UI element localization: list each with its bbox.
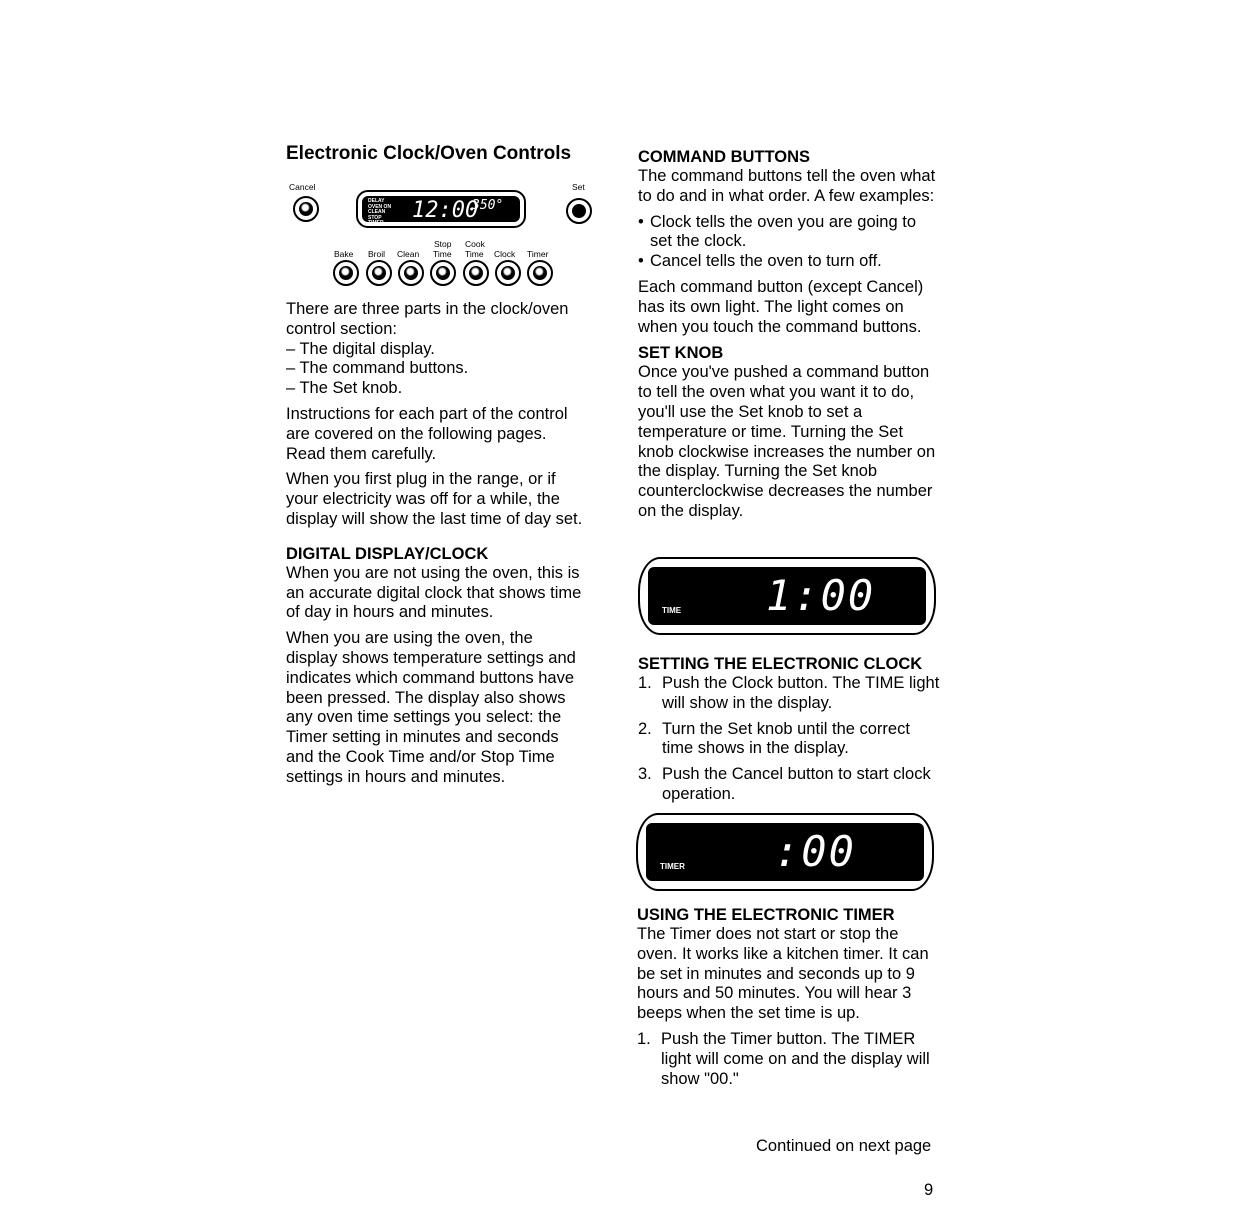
button-label-cook-time: Time: [465, 249, 484, 259]
stop-time-button-icon: [430, 260, 456, 286]
button-label-timer: Timer: [527, 249, 549, 259]
button-label-stop-time: Time: [433, 249, 452, 259]
clock-button-icon: [495, 260, 521, 286]
set-label: Set: [572, 182, 585, 192]
paragraph: Instructions for each part of the control are covered on the following pages. Read them carefully.: [286, 404, 568, 463]
continued-note: Continued on next page: [756, 1137, 932, 1155]
button-label-cook: Cook: [465, 239, 485, 249]
list-item: – The command buttons.: [286, 359, 469, 378]
paragraph: The command buttons tell the oven what to do and in what order. A few examples:: [638, 167, 936, 205]
using-timer-heading: USING THE ELECTRONIC TIMER: [637, 906, 895, 924]
set-knob-heading: SET KNOB: [638, 344, 724, 363]
set-knob-icon: [566, 198, 592, 224]
paragraph: When you first plug in the range, or if your electricity was off for a while, the display will show the last time of day set.: [286, 470, 583, 528]
paragraph: Once you've pushed a command button to tell the oven what you want it to do, you'll use the Set knob to set a temperature or time. Turning the Set knob clockwise increases the number on the display. Turning the Set knob counterclockwise decreases the number on the display.: [638, 363, 936, 520]
button-label-bake: Bake: [334, 249, 354, 259]
timer-indicator-label: TIMER: [660, 862, 685, 871]
list-item: – The Set knob.: [286, 379, 403, 398]
setting-clock-heading: SETTING THE ELECTRONIC CLOCK: [638, 655, 923, 673]
timer-display-illustration: [636, 813, 934, 891]
list-item: • Clock tells the oven you are going to set the clock.: [638, 212, 916, 251]
command-buttons-heading: COMMAND BUTTONS: [638, 148, 811, 166]
small-digital-display: [356, 190, 526, 228]
paragraph: Each command button (except Cancel) has its own light. The light comes on when you touch the command buttons.: [638, 277, 924, 336]
list-item: 2. Turn the Set knob until the correct time shows in the display.: [638, 719, 910, 758]
cook-time-button-icon: [463, 260, 489, 286]
right-column-top: [638, 147, 940, 528]
intro-text: There are three parts in the clock/oven control section:: [286, 300, 569, 338]
clock-section: [638, 654, 940, 811]
section-title: Electronic Clock/Oven Controls: [286, 143, 572, 164]
control-panel-diagram: [286, 180, 602, 290]
time-display-illustration: [638, 557, 936, 635]
left-body: [286, 300, 586, 794]
paragraph: When you are using the oven, the display shows temperature settings and indicates which command buttons have been pressed. The display also shows any oven time settings you select: the Timer setting in minutes and seconds and the Cook Time and/or Stop Time settings in hours and minutes.: [286, 629, 576, 786]
display-time: 12:00: [412, 198, 479, 223]
left-column: [286, 144, 586, 172]
list-item: 1. Push the Clock button. The TIME light will show in the display.: [638, 674, 940, 712]
button-label-clean: Clean: [397, 249, 420, 259]
parts-list: [286, 300, 586, 399]
page-number: 9: [924, 1181, 934, 1199]
timer-steps: [637, 1030, 939, 1089]
paragraph: When you are not using the oven, this is an accurate digital clock that shows time of day in hours and minutes.: [286, 563, 582, 622]
list-item: – The digital display.: [286, 339, 435, 358]
cancel-label: Cancel: [289, 182, 316, 192]
button-label-clock: Clock: [494, 249, 516, 259]
cancel-button-icon: [293, 196, 319, 222]
display-temp: 350°: [472, 198, 504, 213]
clean-button-icon: [398, 260, 424, 286]
timer-display-value: :00: [774, 827, 856, 876]
list-item: 3. Push the Cancel button to start clock operation.: [638, 765, 931, 803]
timer-section: [637, 905, 939, 1095]
button-label-stop: Stop: [434, 239, 452, 249]
button-label-broil: Broil: [368, 249, 386, 259]
time-display-value: 1:00: [766, 571, 876, 620]
list-item: 1. Push the Timer button. The TIMER light will come on and the display will show "00.": [637, 1029, 930, 1088]
clock-steps: [638, 674, 940, 805]
display-indicator-labels: DELAY OVEN ON CLEAN STOP TIMER: [368, 198, 392, 226]
bullet-list: [638, 213, 940, 272]
list-item: • Cancel tells the oven to turn off.: [638, 252, 882, 271]
timer-button-icon: [527, 260, 553, 286]
paragraph: The Timer does not start or stop the oven. It works like a kitchen timer. It can be set in minutes and seconds up to 9 hours and 50 minutes. You will hear 3 beeps when the set time is up.: [637, 925, 929, 1023]
broil-button-icon: [366, 260, 392, 286]
time-indicator-label: TIME: [662, 606, 682, 615]
digital-display-heading: DIGITAL DISPLAY/CLOCK: [286, 544, 489, 563]
bake-button-icon: [333, 260, 359, 286]
